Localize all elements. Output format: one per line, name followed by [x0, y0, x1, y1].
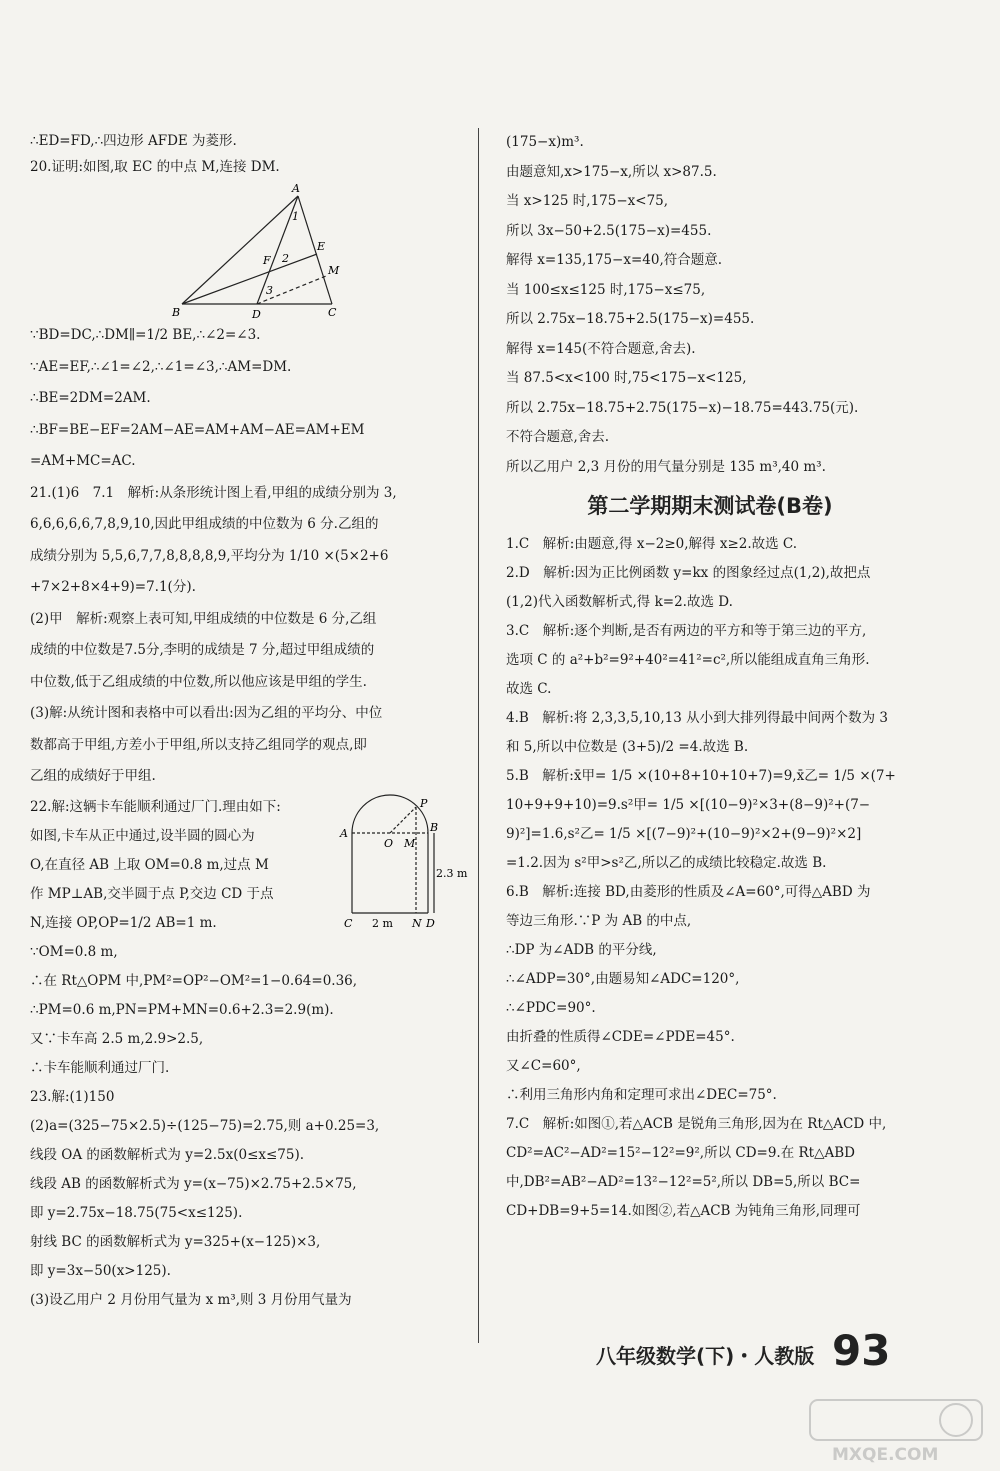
text-line: (3)设乙用户 2 月份用气量为 x m³,则 3 月份用气量为 [30, 1291, 352, 1308]
text-line: 所以 3x−50+2.5(175−x)=455. [506, 222, 712, 239]
label-M: M [328, 264, 340, 277]
right-column [506, 128, 914, 1226]
text-line: 1.C 解析:由题意,得 x−2≥0,解得 x≥2.故选 C. [506, 536, 798, 552]
left-lines-c [30, 793, 330, 938]
text-line: 9)²]=1.6,s²乙= 1/5 ×[(7−9)²+(10−9)²×2+(9−9)²×2] [506, 826, 862, 842]
width-label: 2 m [372, 916, 393, 930]
text-line: 5.B 解析:x̄甲= 1/5 ×(10+8+10+10+7)=9,x̄乙= 1/5 ×(7+ [506, 768, 896, 784]
left-lines-a [30, 128, 462, 180]
text-line: 不符合题意,舍去. [506, 429, 610, 445]
text-line: ∴PM=0.6 m,PN=PM+MN=0.6+2.3=2.9(m). [30, 1001, 334, 1018]
text-line: ∴ED=FD,∴四边形 AFDE 为菱形. [30, 133, 237, 149]
text-line: 和 5,所以中位数是 (3+5)/2 =4.故选 B. [506, 739, 749, 755]
text-line: 乙组的成绩好于甲组. [30, 768, 156, 784]
text-line: 又∠C=60°, [506, 1058, 581, 1074]
text-line: 10+9+9+10)=9.s²甲= 1/5 ×[(10−9)²×3+(8−9)²+(7− [506, 797, 871, 813]
text-line: (3)解:从统计图和表格中可以看出:因为乙组的平均分、中位 [30, 705, 383, 721]
text-line: 即 y=3x−50(x>125). [30, 1262, 171, 1279]
right-lines-a [506, 128, 914, 482]
text-line: 7.C 解析:如图①,若△ACB 是锐角三角形,因为在 Rt△ACD 中, [506, 1116, 887, 1132]
label-C: C [328, 306, 337, 319]
text-line: 当 x>125 时,175−x<75, [506, 193, 669, 209]
label-D: D [252, 308, 261, 321]
text-line: 如图,卡车从正中通过,设半圆的圆心为 [30, 827, 255, 844]
label-A: A [340, 826, 348, 840]
text-line: 6,6,6,6,6,7,8,9,10,因此甲组成绩的中位数为 6 分.乙组的 [30, 516, 379, 532]
text-line: ∴BF=BE−EF=2AM−AE=AM+AM−AE=AM+EM [30, 421, 365, 438]
text-line: (2)a=(325−75×2.5)÷(125−75)=2.75,则 a+0.25=3, [30, 1117, 380, 1134]
label-D: D [426, 916, 435, 930]
label-M: M [404, 836, 416, 850]
text-line: ∴∠PDC=90°. [506, 1000, 596, 1016]
column-divider [478, 128, 479, 1343]
footer-book-label: 八年级数学(下)・人教版 [596, 1344, 815, 1368]
label-A: A [292, 182, 300, 195]
text-line: ∴DP 为∠ADB 的平分线, [506, 942, 657, 958]
page-number: 93 [832, 1326, 891, 1375]
text-line: 当 100≤x≤125 时,175−x≤75, [506, 281, 706, 298]
label-C: C [344, 916, 353, 930]
text-line: (175−x)m³. [506, 134, 584, 150]
text-line: 射线 BC 的函数解析式为 y=325+(x−125)×3, [30, 1233, 321, 1250]
text-line: ∴利用三角形内角和定理可求出∠DEC=75°. [506, 1087, 777, 1103]
label-B: B [430, 820, 439, 834]
left-lines-d [30, 938, 462, 1315]
text-line: =AM+MC=AC. [30, 453, 136, 469]
text-line: 6.B 解析:连接 BD,由菱形的性质及∠A=60°,可得△ABD 为 [506, 884, 871, 900]
label-N: N [412, 916, 422, 930]
text-line: 21.(1)6 7.1 解析:从条形统计图上看,甲组的成绩分别为 3, [30, 484, 397, 501]
text-line: 线段 OA 的函数解析式为 y=2.5x(0≤x≤75). [30, 1146, 305, 1163]
text-line: 中,DB²=AB²−AD²=13²−12²=5²,所以 DB=5,所以 BC= [506, 1174, 861, 1190]
label-E: E [317, 240, 326, 253]
text-line: 中位数,低于乙组成绩的中位数,所以他应该是甲组的学生. [30, 673, 367, 690]
text-line: ∴在 Rt△OPM 中,PM²=OP²−OM²=1−0.64=0.36, [30, 972, 358, 989]
text-line: +7×2+8×4+9)=7.1(分). [30, 579, 196, 595]
text-line: (1,2)代入函数解析式,得 k=2.故选 D. [506, 594, 733, 610]
text-line: 故选 C. [506, 681, 552, 697]
text-line: 4.B 解析:将 2,3,3,5,10,13 从小到大排列得最中间两个数为 3 [506, 710, 888, 726]
text-line: 线段 AB 的函数解析式为 y=(x−75)×2.75+2.5×75, [30, 1175, 357, 1192]
text-line: CD²=AC²−AD²=15²−12²=9²,所以 CD=9.在 Rt△ABD [506, 1145, 855, 1161]
text-line: 即 y=2.75x−18.75(75<x≤125). [30, 1204, 243, 1221]
watermark-text: MXQE.COM [832, 1445, 939, 1465]
angle-1-label: 1 [292, 210, 299, 223]
label-F: F [263, 254, 271, 267]
text-line: ∵OM=0.8 m, [30, 943, 118, 960]
text-line: 等边三角形.∵P 为 AB 的中点, [506, 913, 692, 929]
text-line: 解得 x=135,175−x=40,符合题意. [506, 252, 723, 268]
text-line: (2)甲 解析:观察上表可知,甲组成绩的中位数是 6 分,乙组 [30, 610, 377, 627]
label-O: O [384, 836, 394, 850]
text-line: 作 MP⊥AB,交半圆于点 P,交边 CD 于点 [30, 885, 274, 902]
text-line: 又∵卡车高 2.5 m,2.9>2.5, [30, 1030, 204, 1047]
text-line: CD+DB=9+5=14.如图②,若△ACB 为钝角三角形,同理可 [506, 1203, 861, 1219]
text-line: 成绩分别为 5,5,6,7,7,8,8,8,8,9,平均分为 1/10 ×(5×2+6 [30, 547, 389, 564]
text-line: 当 87.5<x<100 时,75<175−x<125, [506, 370, 747, 386]
text-line: ∵AE=EF,∴∠1=∠2,∴∠1=∠3,∴AM=DM. [30, 358, 292, 375]
watermark-logo [806, 1396, 986, 1466]
angle-2-label: 2 [282, 252, 289, 265]
text-line: O,在直径 AB 上取 OM=0.8 m,过点 M [30, 856, 269, 873]
text-line: 22.解:这辆卡车能顺利通过厂门.理由如下: [30, 798, 281, 815]
height-label: 2.3 m [436, 866, 468, 880]
text-line: ∴∠ADP=30°,由题易知∠ADC=120°, [506, 971, 740, 987]
triangle-figure [30, 180, 462, 320]
text-line: 所以乙用户 2,3 月份的用气量分别是 135 m³,40 m³. [506, 458, 826, 475]
right-lines-b [506, 530, 914, 1226]
text-line: ∴卡车能顺利通过厂门. [30, 1059, 170, 1076]
text-line: 23.解:(1)150 [30, 1088, 115, 1105]
text-line: 所以 2.75x−18.75+2.75(175−x)−18.75=443.75(元). [506, 399, 859, 416]
label-B: B [172, 306, 181, 319]
text-line: 成绩的中位数是7.5分,李明的成绩是 7 分,超过甲组成绩的 [30, 642, 375, 658]
text-line: ∵BD=DC,∴DM∥=1/2 BE,∴∠2=∠3. [30, 327, 261, 343]
angle-3-label: 3 [266, 284, 273, 297]
text-line: 选项 C 的 a²+b²=9²+40²=41²=c²,所以能组成直角三角形. [506, 652, 870, 668]
problem-22-block [30, 793, 468, 938]
text-line: =1.2.因为 s²甲>s²乙,所以乙的成绩比较稳定.故选 B. [506, 855, 827, 871]
triangle-diagram [30, 180, 462, 320]
text-line: N,连接 OP,OP=1/2 AB=1 m. [30, 914, 217, 931]
section-title: 第二学期期末测试卷(B卷) [587, 494, 833, 518]
left-column [30, 128, 468, 1315]
label-P: P [420, 796, 428, 810]
text-line: 20.证明:如图,取 EC 的中点 M,连接 DM. [30, 159, 280, 175]
text-line: 由折叠的性质得∠CDE=∠PDE=45°. [506, 1029, 735, 1045]
text-line: 解得 x=145(不符合题意,舍去). [506, 340, 696, 357]
text-line: ∴BE=2DM=2AM. [30, 390, 151, 406]
gate-diagram [334, 795, 468, 935]
left-lines-b [30, 320, 462, 793]
text-line: 由题意知,x>175−x,所以 x>87.5. [506, 163, 717, 180]
text-line: 数都高于甲组,方差小于甲组,所以支持乙组同学的观点,即 [30, 736, 367, 753]
text-line: 所以 2.75x−18.75+2.5(175−x)=455. [506, 311, 755, 327]
text-line: 2.D 解析:因为正比例函数 y=kx 的图象经过点(1,2),故把点 [506, 565, 871, 581]
text-line: 3.C 解析:逐个判断,是否有两边的平方和等于第三边的平方, [506, 623, 867, 639]
